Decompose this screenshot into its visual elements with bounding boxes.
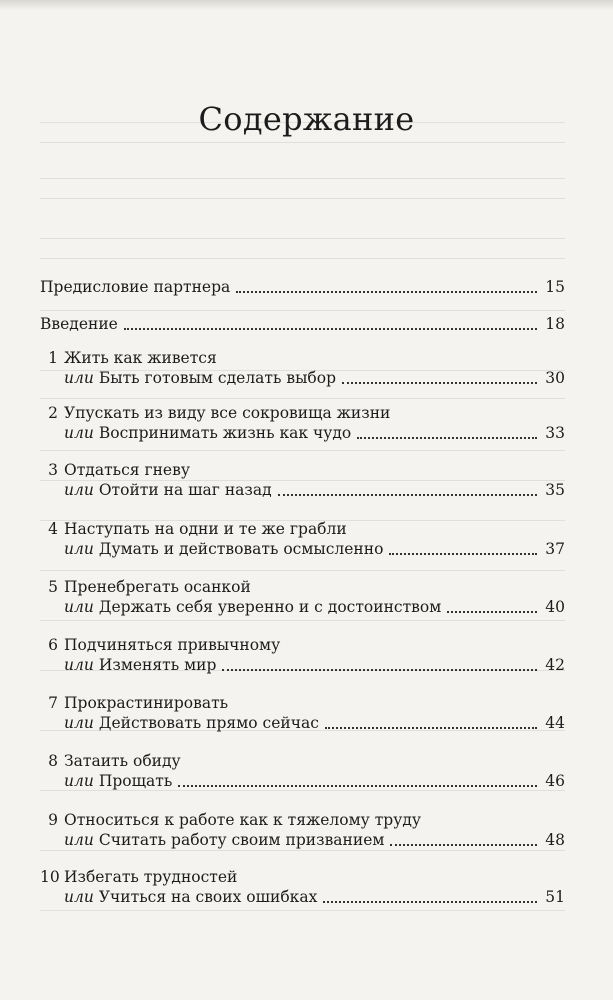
- dot-leader: [278, 493, 537, 496]
- chapter-alternative: Быть готовым сделать выбор: [98, 369, 336, 387]
- chapter-title: Прокрастинировать: [64, 694, 229, 712]
- dot-leader: [124, 327, 537, 330]
- toc-entry-chapter-2[interactable]: [40, 403, 565, 443]
- chapter-number: 9: [48, 811, 58, 829]
- toc-entry-introduction[interactable]: [40, 314, 565, 334]
- chapter-title: Относиться к работе как к тяжелому труду: [64, 811, 421, 829]
- toc-entry-chapter-6[interactable]: [40, 635, 565, 675]
- chapter-or-word: или: [64, 714, 94, 732]
- page-number: 15: [545, 278, 565, 296]
- chapter-number: 6: [48, 636, 58, 654]
- dot-leader: [390, 843, 537, 846]
- chapter-or-word: или: [64, 540, 94, 558]
- chapter-or-word: или: [64, 481, 94, 499]
- chapter-alternative: Держать себя уверенно и с достоинством: [98, 598, 442, 616]
- chapter-alternative: Изменять мир: [98, 656, 217, 674]
- toc-entry-chapter-10[interactable]: [40, 867, 565, 907]
- page-number: 51: [545, 888, 565, 906]
- chapter-number: 2: [48, 404, 58, 422]
- chapter-number: 5: [48, 578, 58, 596]
- chapter-title: Наступать на одни и те же грабли: [64, 520, 347, 538]
- page-number: 37: [545, 540, 565, 558]
- toc-entry-chapter-3[interactable]: [40, 460, 565, 500]
- chapter-number: 10: [40, 868, 60, 886]
- page-number: 30: [545, 369, 565, 387]
- toc-entry-chapter-1[interactable]: [40, 348, 565, 388]
- chapter-alternative: Отойти на шаг назад: [98, 481, 272, 499]
- page-title: Содержание: [198, 100, 415, 138]
- dot-leader: [323, 900, 537, 903]
- chapter-alternative: Прощать: [98, 772, 173, 790]
- dot-leader: [178, 784, 537, 787]
- page-number: 42: [545, 656, 565, 674]
- chapter-alternative: Действовать прямо сейчас: [98, 714, 319, 732]
- toc-entry-chapter-8[interactable]: [40, 751, 565, 791]
- dot-leader: [222, 668, 537, 671]
- chapter-number: 3: [48, 461, 58, 479]
- page-edge-shadow: [0, 0, 613, 10]
- dot-leader: [236, 290, 537, 293]
- page-number: 46: [545, 772, 565, 790]
- toc-entry-chapter-9[interactable]: [40, 810, 565, 850]
- page-number: 40: [545, 598, 565, 616]
- chapter-number: 4: [48, 520, 58, 538]
- dot-leader: [342, 381, 537, 384]
- chapter-title: Жить как живется: [64, 349, 217, 367]
- chapter-title: Подчиняться привычному: [64, 636, 281, 654]
- chapter-number: 7: [48, 694, 58, 712]
- chapter-or-word: или: [64, 888, 94, 906]
- page-number: 48: [545, 831, 565, 849]
- toc-entry-label: Введение: [40, 315, 118, 333]
- chapter-alternative: Считать работу своим призванием: [98, 831, 385, 849]
- chapter-number: 1: [48, 349, 58, 367]
- chapter-alternative: Воспринимать жизнь как чудо: [98, 424, 352, 442]
- page-number: 35: [545, 481, 565, 499]
- toc-entry-label: Предисловие партнера: [40, 278, 231, 296]
- dot-leader: [325, 726, 537, 729]
- page-number: 44: [545, 714, 565, 732]
- page-number: 18: [545, 315, 565, 333]
- toc-entry-chapter-5[interactable]: [40, 577, 565, 617]
- chapter-title: Затаить обиду: [64, 752, 181, 770]
- toc-entry-chapter-7[interactable]: [40, 693, 565, 733]
- chapter-number: 8: [48, 752, 58, 770]
- page-number: 33: [545, 424, 565, 442]
- toc-entry-preface[interactable]: [40, 277, 565, 297]
- chapter-title: Упускать из виду все сокровища жизни: [64, 404, 391, 422]
- chapter-alternative: Учиться на своих ошибках: [98, 888, 318, 906]
- chapter-or-word: или: [64, 656, 94, 674]
- chapter-title: Пренебрегать осанкой: [64, 578, 251, 596]
- chapter-or-word: или: [64, 598, 94, 616]
- toc-entry-chapter-4[interactable]: [40, 519, 565, 559]
- chapter-title: Избегать трудностей: [64, 868, 238, 886]
- chapter-or-word: или: [64, 424, 94, 442]
- chapter-or-word: или: [64, 772, 94, 790]
- chapter-or-word: или: [64, 831, 94, 849]
- dot-leader: [447, 610, 537, 613]
- chapter-alternative: Думать и действовать осмысленно: [98, 540, 384, 558]
- chapter-title: Отдаться гневу: [64, 461, 190, 479]
- dot-leader: [389, 552, 537, 555]
- dot-leader: [357, 436, 537, 439]
- chapter-or-word: или: [64, 369, 94, 387]
